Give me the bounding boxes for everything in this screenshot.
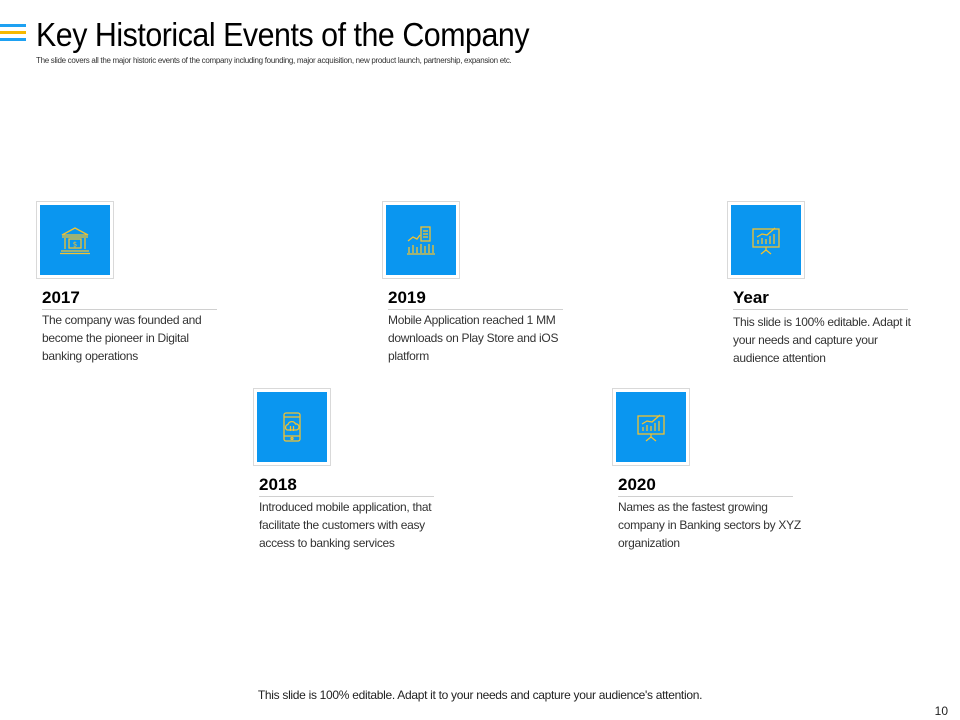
divider	[259, 496, 434, 497]
event-description: Mobile Application reached 1 MM downloads on Play Store and iOS platform	[388, 313, 559, 363]
event-description: Introduced mobile application, that facilitate the customers with easy access to banking services	[259, 500, 432, 550]
icon-frame	[253, 388, 331, 466]
presentation-chart-icon	[731, 205, 801, 275]
event-year: 2019	[388, 288, 426, 307]
event-description: This slide is 100% editable. Adapt it your needs and capture your audience attention	[733, 315, 911, 365]
divider	[733, 309, 908, 310]
event-description: Names as the fastest growing company in Banking sectors by XYZ organization	[618, 500, 801, 550]
event-year: 2020	[618, 475, 656, 494]
divider	[42, 309, 217, 310]
svg-text:$: $	[72, 240, 78, 249]
page-title: Key Historical Events of the Company	[36, 16, 530, 53]
page-number: 10	[934, 704, 948, 718]
footer-note: This slide is 100% editable. Adapt it to your needs and capture your audience's attention.	[257, 688, 703, 702]
icon-frame	[727, 201, 805, 279]
page-subtitle: The slide covers all the major historic events of the company including founding, major acquisition, new product launch, partnership, expansion etc.	[36, 56, 512, 65]
presentation-chart-icon	[616, 392, 686, 462]
divider	[618, 496, 793, 497]
growth-chart-icon	[386, 205, 456, 275]
icon-frame	[382, 201, 460, 279]
event-year: 2018	[259, 475, 297, 494]
bank-icon	[40, 205, 110, 275]
event-year: 2017	[42, 288, 80, 307]
event-year: Year	[733, 288, 769, 307]
icon-frame	[36, 201, 114, 279]
mobile-cloud-icon	[257, 392, 327, 462]
divider	[388, 309, 563, 310]
event-description: The company was founded and become the pioneer in Digital banking operations	[42, 313, 202, 363]
icon-frame	[612, 388, 690, 466]
title-accent-bars	[0, 24, 26, 45]
